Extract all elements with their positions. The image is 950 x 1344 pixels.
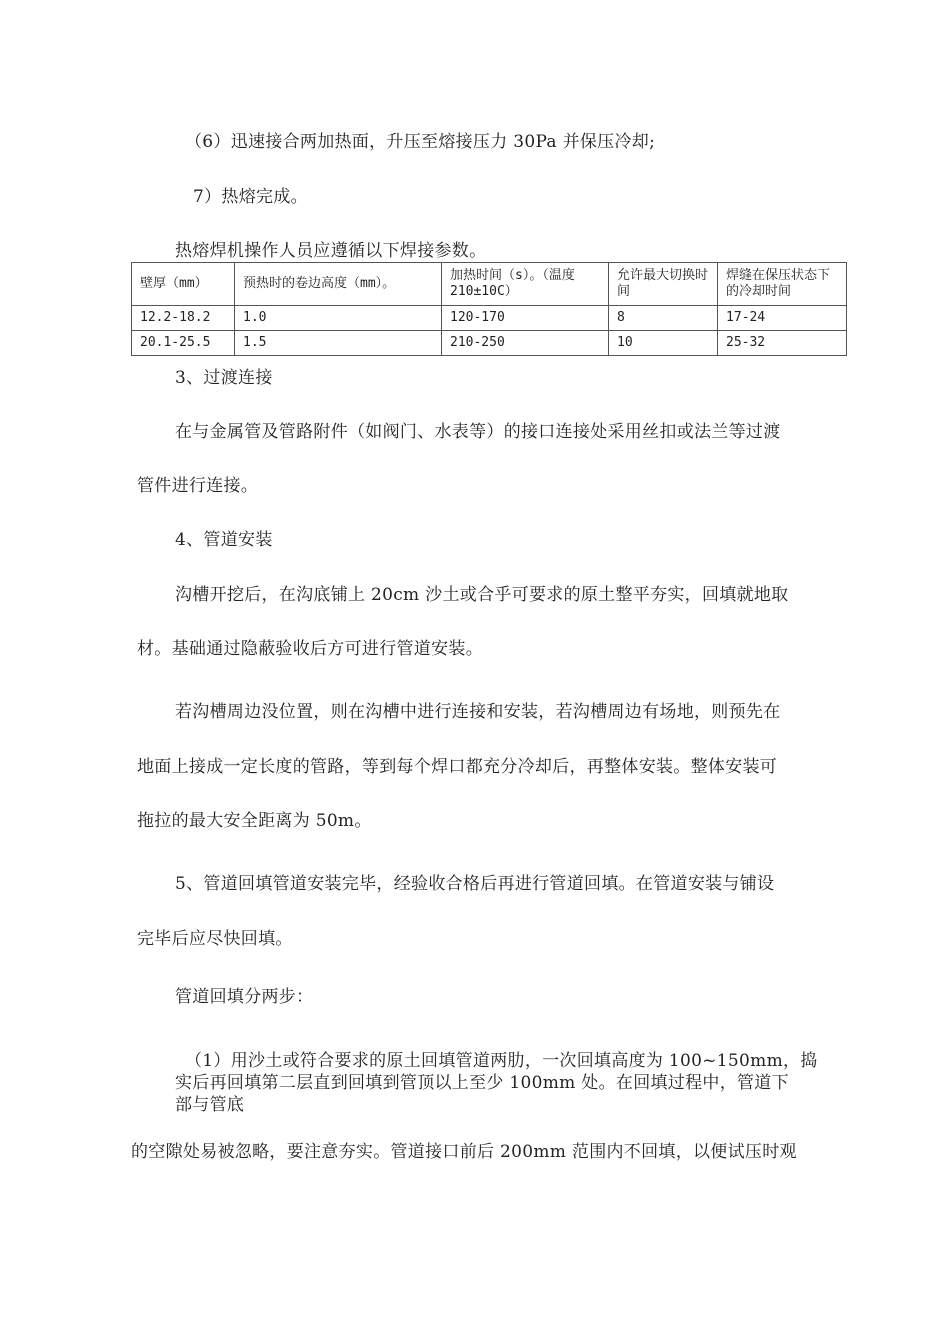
table-cell: 12.2-18.2 [132,306,235,331]
table-row [132,306,847,331]
paragraph-backfill-step1-line2: 实后再回填第二层直到回填到管顶以上至少 100mm 处。在回填过程中，管道下 [175,1073,789,1093]
header-wall-thickness: 壁厚（mm） [132,263,235,306]
table-cell: 17-24 [718,306,847,331]
table-cell: 8 [609,306,718,331]
header-heating-time: 加热时间（s）。（温度 210±10C） [442,263,609,306]
section-heading-3: 3、过渡连接 [175,368,273,388]
paragraph-backfill-continued: 的空隙处易被忽略，要注意夯实。管道接口前后 200mm 范围内不回填，以便试压时观 [131,1142,797,1162]
table-cell: 10 [609,331,718,356]
section-heading-5-line1: 5、管道回填管道安装完毕，经验收合格后再进行管道回填。在管道安装与铺设 [175,874,775,894]
paragraph-transition-line1: 在与金属管及管路附件（如阀门、水表等）的接口连接处采用丝扣或法兰等过渡 [175,422,781,442]
paragraph-step-7: 7）热熔完成。 [193,187,308,207]
table-cell: 20.1-25.5 [132,331,235,356]
paragraph-backfill-intro: 管道回填分两步： [175,987,314,1007]
paragraph-install-line2: 材。基础通过隐蔽验收后方可进行管道安装。 [137,639,483,659]
table-cell: 1.5 [235,331,442,356]
table-row [132,331,847,356]
paragraph-trench-line2: 地面上接成一定长度的管路，等到每个焊口都充分冷却后，再整体安装。整体安装可 [137,757,778,777]
paragraph-backfill-step1-line3: 部与管底 [175,1095,245,1115]
section-heading-5-line2: 完毕后应尽快回填。 [137,929,293,949]
table-header-row [132,263,847,306]
paragraph-trench-line3: 拖拉的最大安全距离为 50m。 [137,811,372,831]
paragraph-install-line1: 沟槽开挖后，在沟底铺上 20cm 沙土或合乎可要求的原土整平夯实，回填就地取 [175,585,789,605]
paragraph-backfill-step1-line1: （1）用沙土或符合要求的原土回填管道两肋，一次回填高度为 100~150mm，捣 [185,1051,818,1071]
paragraph-trench-line1: 若沟槽周边没位置，则在沟槽中进行连接和安装，若沟槽周边有场地，则预先在 [175,702,781,722]
table-cell: 1.0 [235,306,442,331]
table-cell: 120-170 [442,306,609,331]
table-cell: 25-32 [718,331,847,356]
paragraph-table-intro: 热熔焊机操作人员应遵循以下焊接参数。 [175,241,487,261]
header-switch-time: 允许最大切换时间 [609,263,718,306]
paragraph-transition-line2: 管件进行连接。 [137,476,259,496]
welding-parameters-table [131,262,847,356]
header-cooling-time: 焊缝在保压状态下的冷却时间 [718,263,847,306]
header-bead-height: 预热时的卷边高度（mm）。 [235,263,442,306]
section-heading-4: 4、管道安装 [175,530,273,550]
table-cell: 210-250 [442,331,609,356]
paragraph-step-6: （6）迅速接合两加热面，升压至熔接压力 30Pa 并保压冷却; [185,132,656,152]
